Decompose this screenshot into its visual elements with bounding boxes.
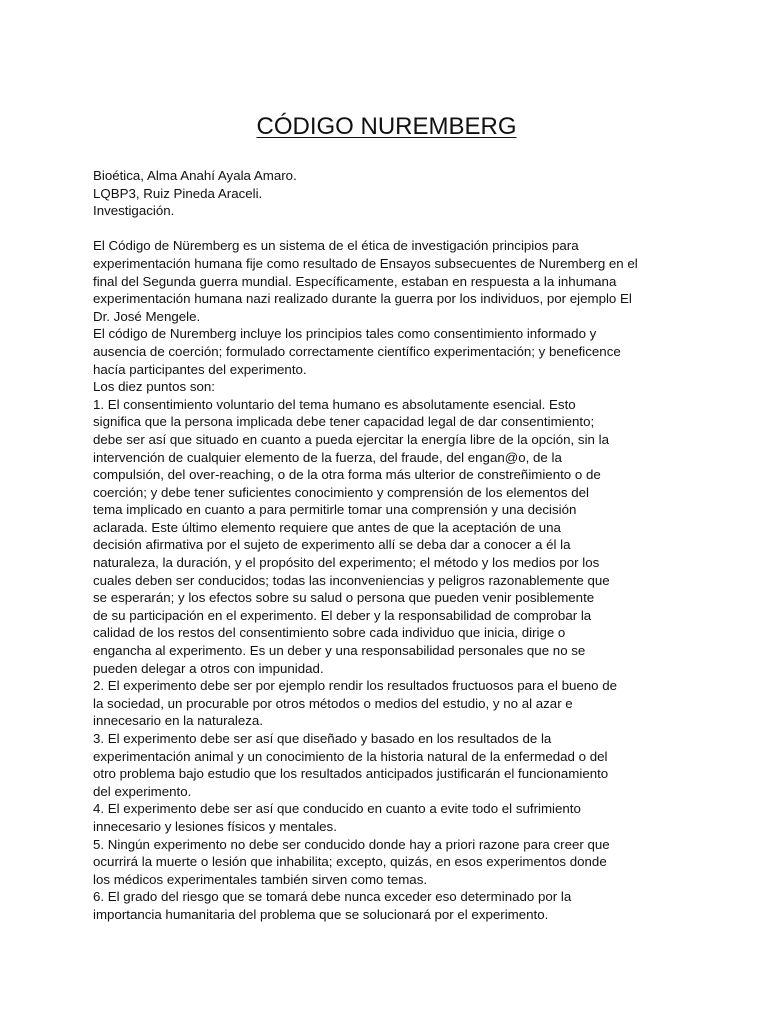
body-text-line: engancha al experimento. Es un deber y una responsabilidad personales que no se <box>93 643 586 659</box>
body-text-line: final del Segunda guerra mundial. Específicamente, estaban en respuesta a la inhumana <box>93 273 617 289</box>
body-text-line: ausencia de coerción; formulado correctamente científico experimentación; y beneficence <box>93 343 621 359</box>
body-text-line: innecesario en la naturaleza. <box>93 713 264 729</box>
body-text-line: significa que la persona implicada debe tener capacidad legal de dar consentimiento; <box>93 414 595 430</box>
body-text-line: innecesario y lesiones físicos y mentales. <box>93 818 337 834</box>
body-text-line: pueden delegar a otros con impunidad. <box>93 660 324 676</box>
document-title: CÓDIGO NUREMBERG <box>256 113 517 140</box>
body-text-line: naturaleza, la duración, y el propósito del experimento; el método y los medios por los <box>93 555 600 571</box>
body-text-line: la sociedad, un procurable por otros métodos o medios del estudio, y no al azar e <box>93 695 573 711</box>
body-text-line: experimentación animal y un conocimiento de la historia natural de la enfermedad o del <box>93 748 608 764</box>
body-text-line: Dr. José Mengele. <box>93 308 201 324</box>
body-text-line: los médicos experimentales también sirven como temas. <box>93 871 428 887</box>
meta-subject: Investigación. <box>93 203 175 219</box>
meta-group-author: LQBP3, Ruiz Pineda Araceli. <box>93 185 263 201</box>
body-text-line: otro problema bajo estudio que los resultados anticipados justificarán el funcionamiento <box>93 766 609 782</box>
body-text-line: cuales deben ser conducidos; todas las inconveniencias y peligros razonablemente que <box>93 572 610 588</box>
document-meta <box>93 167 688 220</box>
body-text-line: 2. El experimento debe ser por ejemplo rendir los resultados fructuosos para el bueno de <box>93 678 618 694</box>
body-text-line: coerción; y debe tener suficientes conocimiento y comprensión de los elementos del <box>93 484 589 500</box>
body-text-line: intervención de cualquier elemento de la fuerza, del fraude, del engan@o, de la <box>93 449 562 465</box>
body-text-line: de su participación en el experimento. El deber y la responsabilidad de comprobar la <box>93 607 592 623</box>
body-text-line: experimentación humana nazi realizado durante la guerra por los individuos, por ejemplo El <box>93 291 632 307</box>
body-text-line: 5. Ningún experimento no debe ser conducido donde hay a priori razone para creer que <box>93 836 610 852</box>
body-text-line: El Código de Nüremberg es un sistema de el ética de investigación principios para <box>93 238 579 254</box>
body-text-line: ocurrirá la muerte o lesión que inhabilita; excepto, quizás, en esos experimentos donde <box>93 854 607 870</box>
body-text-line: Los diez puntos son: <box>93 379 215 395</box>
body-text-line: El código de Nuremberg incluye los principios tales como consentimiento informado y <box>93 326 597 342</box>
body-text-line: 6. El grado del riesgo que se tomará debe nunca exceder eso determinado por la <box>93 889 572 905</box>
body-text-line: debe ser así que situado en cuanto a pueda ejercitar la energía libre de la opción, sin la <box>93 431 609 447</box>
body-text-line: compulsión, del over-reaching, o de la otra forma más ulterior de constreñimiento o de <box>93 467 601 483</box>
body-text-line: decisión afirmativa por el sujeto de experimento allí se deba dar a conocer a él la <box>93 537 571 553</box>
body-text-line: importancia humanitaria del problema que se solucionará por el experimento. <box>93 906 549 922</box>
body-text-line: aclarada. Este último elemento requiere que antes de que la aceptación de una <box>93 519 561 535</box>
body-text-line: 3. El experimento debe ser así que diseñado y basado en los resultados de la <box>93 731 552 746</box>
body-text-line: 1. El consentimiento voluntario del tema humano es absolutamente esencial. Esto <box>93 396 576 412</box>
body-text-line: hacía participantes del experimento. <box>93 361 307 377</box>
body-text-line: tema implicado en cuanto a para permitirle tomar una comprensión y una decisión <box>93 502 577 518</box>
body-text-line: 4. El experimento debe ser así que conducido en cuanto a evite todo el sufrimiento <box>93 801 581 817</box>
document-body <box>93 237 688 923</box>
body-text-line: experimentación humana fije como resultado de Ensayos subsecuentes de Nuremberg en el <box>93 255 638 271</box>
meta-course-author: Bioética, Alma Anahí Ayala Amaro. <box>93 168 297 183</box>
body-text-line: calidad de los restos del consentimiento sobre cada individuo que inicia, dirige o <box>93 625 566 641</box>
body-text-line: se esperarán; y los efectos sobre su salud o persona que pueden venir posiblemente <box>93 590 595 606</box>
body-text-line: del experimento. <box>93 783 192 799</box>
